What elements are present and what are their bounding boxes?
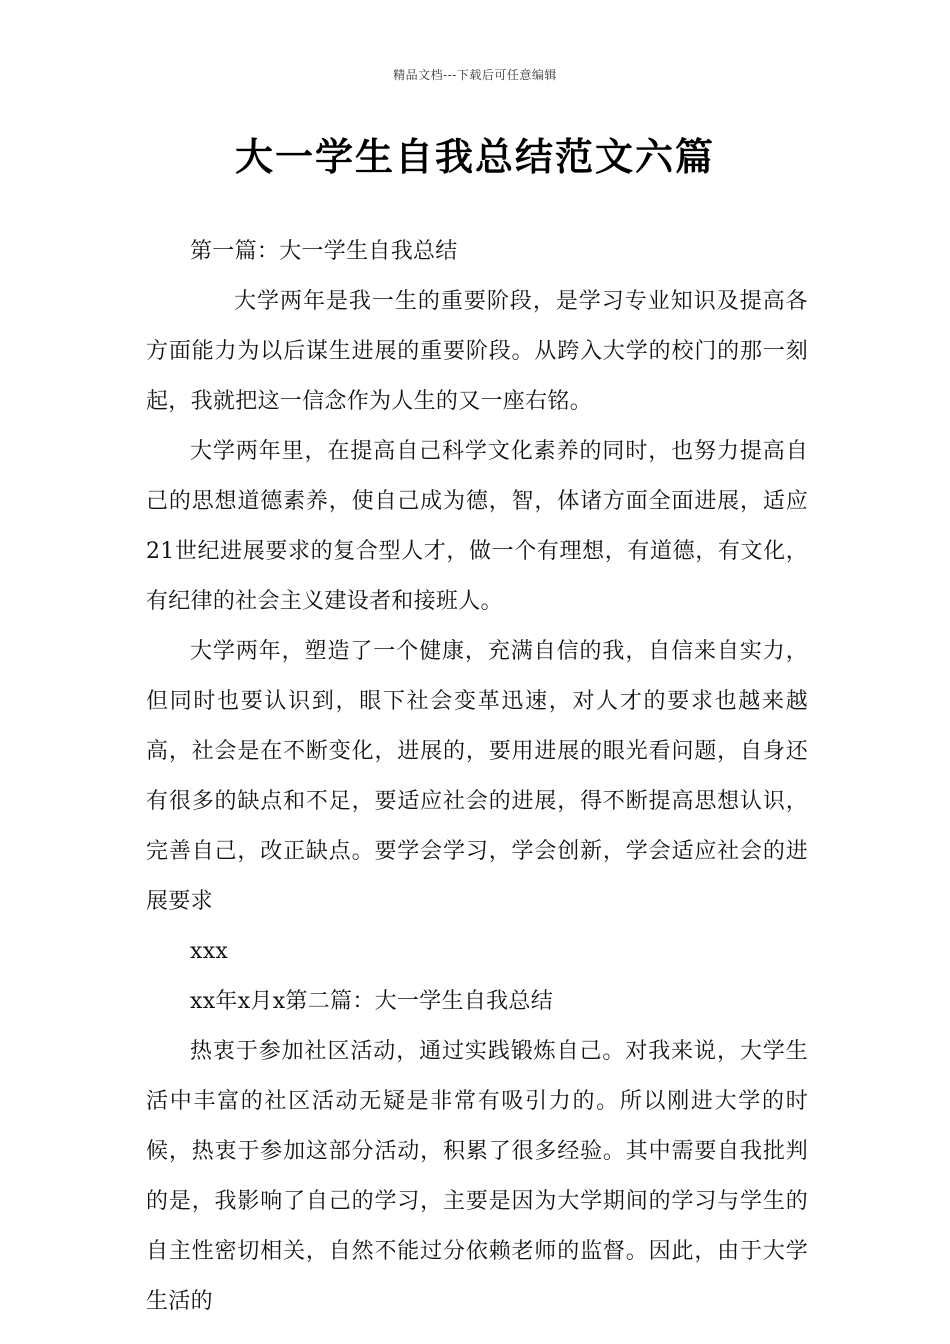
document-title: 大一学生自我总结范文六篇 [234,135,715,179]
body-paragraph: 大学两年里，在提高自己科学文化素养的同时，也努力提高自己的思想道德素养，使自己成为德，智，体诸方面全面进展，适应21世纪进展要求的复合型人才，做一个有理想，有道德，有文化，有纪律的社会主义建设者和接班人。 [146,439,808,614]
date-and-section-heading: xx年x月x第二篇：大一学生自我总结 [190,989,554,1014]
header-note: 精品文档---下载后可任意编辑 [393,68,557,82]
body-paragraph: 大学两年是我一生的重要阶段，是学习专业知识及提高各方面能力为以后谋生进展的重要阶段。从跨入大学的校门的那一刻起，我就把这一信念作为人生的又一座右铭。 [146,289,808,414]
body-paragraph: 大学两年，塑造了一个健康，充满自信的我，自信来自实力，但同时也要认识到，眼下社会变革迅速，对人才的要求也越来越高，社会是在不断变化，进展的，要用进展的眼光看问题，自身还有很多的缺点和不足，要适应社会的进展，得不断提高思想认识，完善自己，改正缺点。要学会学习，学会创新，学会适应社会的进展要求 [146,639,808,914]
body-paragraph: 热衷于参加社区活动，通过实践锻炼自己。对我来说，大学生活中丰富的社区活动无疑是非常有吸引力的。所以刚进大学的时候，热衷于参加这部分活动，积累了很多经验。其中需要自我批判的是，我影响了自己的学习，主要是因为大学期间的学习与学生的自主性密切相关，自然不能过分依赖老师的监督。因此，由于大学生活的 [146,1039,808,1314]
document-body [146,227,808,1327]
signature-line: xxx [190,939,229,964]
section-heading: 第一篇：大一学生自我总结 [190,239,458,264]
